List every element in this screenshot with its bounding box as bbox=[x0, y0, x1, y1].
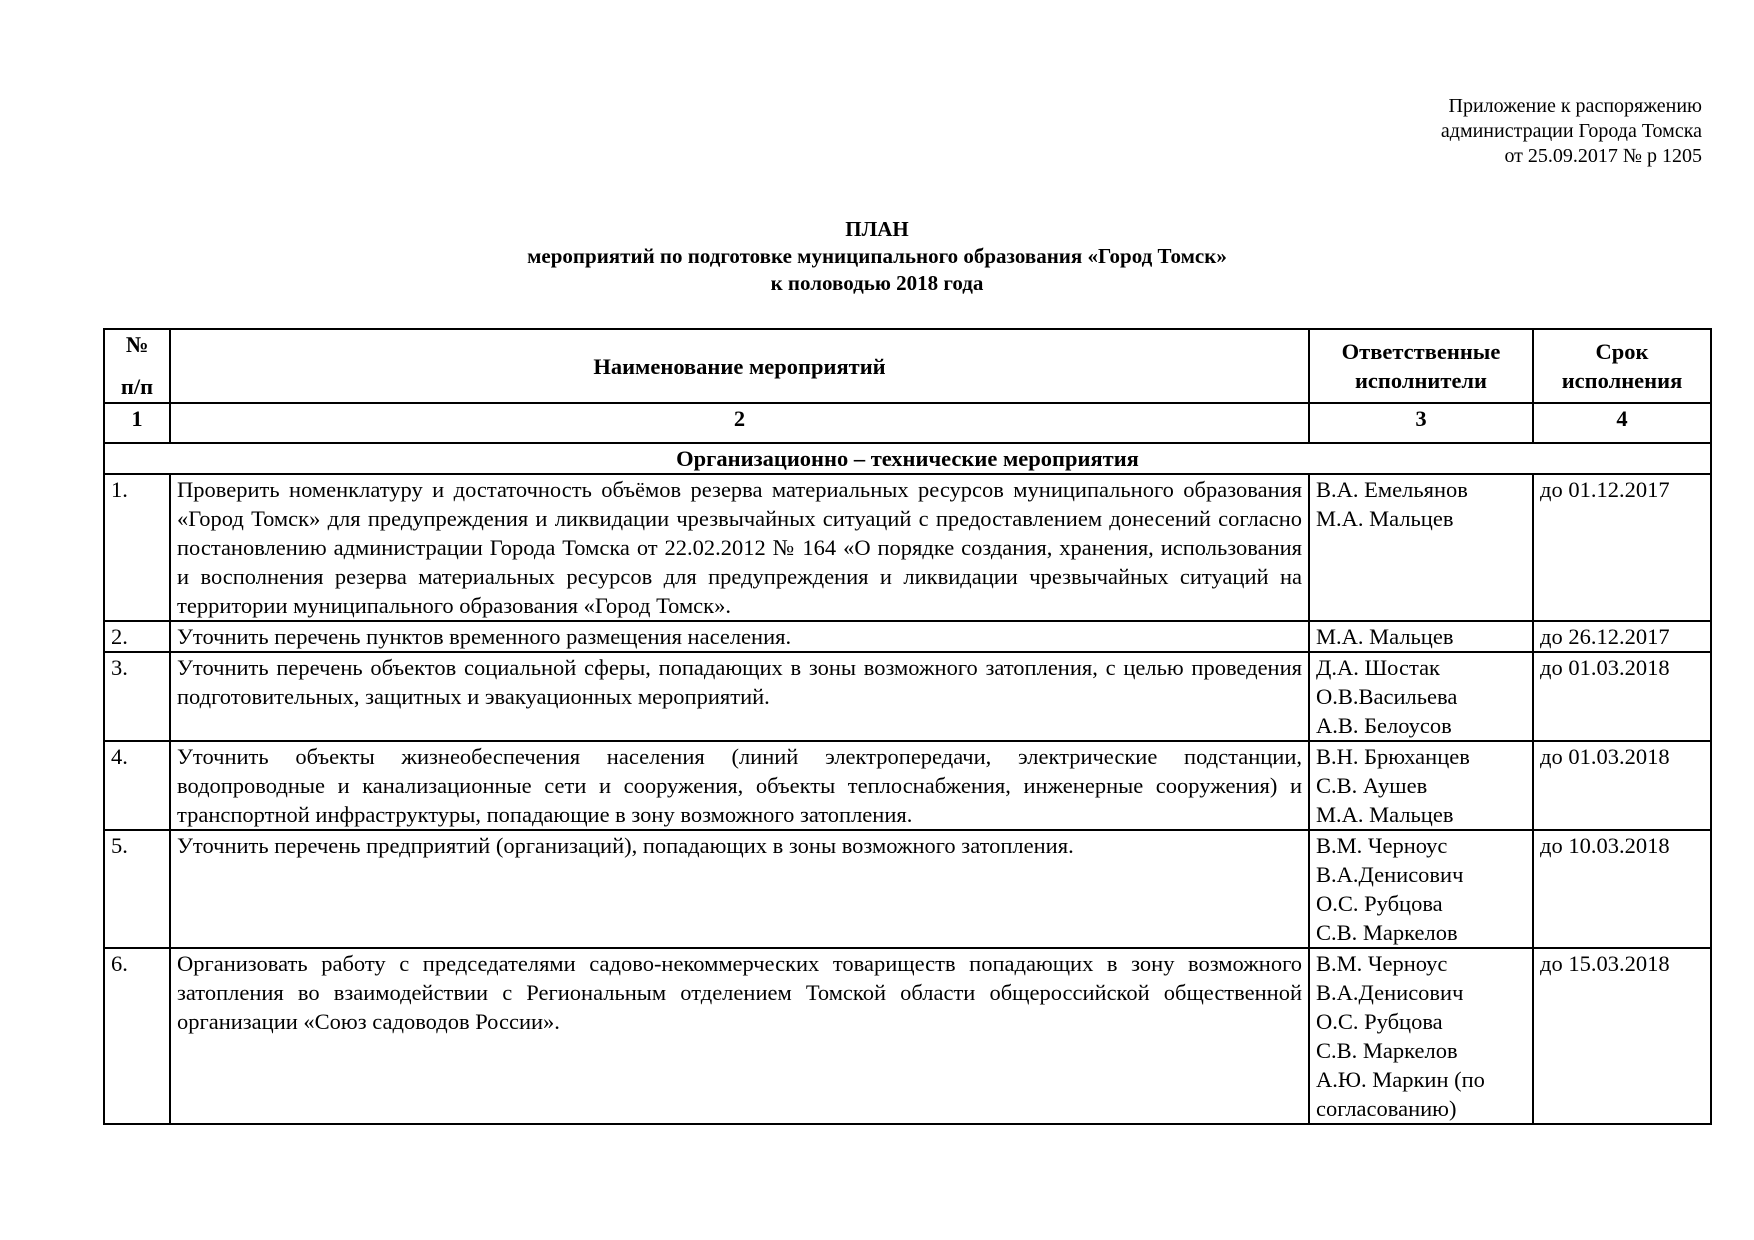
row-description: Уточнить перечень предприятий (организаций), попадающих в зоны возможного затопления. bbox=[170, 830, 1309, 948]
responsible-person: О.В.Васильева bbox=[1316, 684, 1458, 709]
header-deadline-line-1: Срок bbox=[1595, 339, 1649, 364]
responsible-person: В.А. Емельянов bbox=[1316, 477, 1468, 502]
row-deadline: до 10.03.2018 bbox=[1533, 830, 1711, 948]
row-number: 3. bbox=[104, 652, 170, 741]
table-row bbox=[104, 652, 1711, 741]
responsible-person: С.В. Маркелов bbox=[1316, 920, 1458, 945]
table-row bbox=[104, 621, 1711, 652]
responsible-person: М.А. Мальцев bbox=[1316, 802, 1454, 827]
row-deadline: до 26.12.2017 bbox=[1533, 621, 1711, 652]
header-responsible-line-2: исполнители bbox=[1354, 368, 1488, 393]
header-responsible-line-1: Ответственные bbox=[1341, 339, 1501, 364]
column-number-1: 1 bbox=[104, 403, 170, 443]
row-responsible bbox=[1309, 830, 1533, 948]
appendix-line-3: от 25.09.2017 № р 1205 bbox=[1504, 145, 1702, 167]
row-deadline: до 01.12.2017 bbox=[1533, 474, 1711, 621]
row-number: 6. bbox=[104, 948, 170, 1124]
responsible-person: А.В. Белоусов bbox=[1316, 713, 1452, 738]
responsible-person: А.Ю. Маркин (по bbox=[1316, 1067, 1485, 1092]
responsible-person: согласованию) bbox=[1316, 1096, 1457, 1121]
row-deadline: до 15.03.2018 bbox=[1533, 948, 1711, 1124]
document-title bbox=[0, 216, 1754, 297]
row-description: Уточнить объекты жизнеобеспечения населения (линий электропередачи, электрические подстанции, водопроводные и канализационные сети и сооружения, объекты теплоснабжения, инженерные сооружения) и транспортной инфраструктуры, попадающие в зону возможного затопления. bbox=[170, 741, 1309, 830]
row-deadline: до 01.03.2018 bbox=[1533, 652, 1711, 741]
plan-table bbox=[103, 328, 1712, 1125]
table-row bbox=[104, 830, 1711, 948]
row-responsible bbox=[1309, 474, 1533, 621]
row-deadline: до 01.03.2018 bbox=[1533, 741, 1711, 830]
row-description: Уточнить перечень пунктов временного размещения населения. bbox=[170, 621, 1309, 652]
row-number: 1. bbox=[104, 474, 170, 621]
row-responsible bbox=[1309, 948, 1533, 1124]
responsible-person: О.С. Рубцова bbox=[1316, 891, 1443, 916]
row-responsible bbox=[1309, 741, 1533, 830]
header-responsible bbox=[1309, 329, 1533, 403]
header-name bbox=[170, 329, 1309, 403]
responsible-person: Д.А. Шостак bbox=[1316, 655, 1440, 680]
header-number bbox=[104, 329, 170, 403]
header-number-pp: п/п bbox=[120, 374, 154, 399]
row-description: Уточнить перечень объектов социальной сферы, попадающих в зоны возможного затопления, с целью проведения подготовительных, защитных и эвакуационных мероприятий. bbox=[170, 652, 1309, 741]
section-row bbox=[104, 443, 1711, 474]
responsible-person: М.А. Мальцев bbox=[1316, 506, 1454, 531]
row-responsible bbox=[1309, 621, 1533, 652]
responsible-person: В.М. Черноус bbox=[1316, 951, 1448, 976]
header-number-sign: № bbox=[125, 332, 149, 357]
responsible-person: О.С. Рубцова bbox=[1316, 1009, 1443, 1034]
row-description: Организовать работу с председателями садово-некоммерческих товариществ попадающих в зону возможного затопления во взаимодействии с Региональным отделением Томской области общероссийской общественной организации «Союз садоводов России». bbox=[170, 948, 1309, 1124]
table-row bbox=[104, 741, 1711, 830]
column-number-row bbox=[104, 403, 1711, 443]
responsible-person: В.М. Черноус bbox=[1316, 833, 1448, 858]
row-number: 5. bbox=[104, 830, 170, 948]
column-number-2: 2 bbox=[170, 403, 1309, 443]
appendix-line-1: Приложение к распоряжению bbox=[1448, 95, 1702, 117]
header-name-label: Наименование мероприятий bbox=[593, 353, 886, 379]
row-responsible bbox=[1309, 652, 1533, 741]
responsible-person: В.Н. Брюханцев bbox=[1316, 744, 1470, 769]
header-deadline-line-2: исполнения bbox=[1561, 368, 1683, 393]
table-row bbox=[104, 474, 1711, 621]
section-title: Организационно – технические мероприятия bbox=[104, 443, 1711, 474]
responsible-person: М.А. Мальцев bbox=[1316, 624, 1454, 649]
header-deadline bbox=[1533, 329, 1711, 403]
appendix-header bbox=[1441, 94, 1702, 169]
title-line-2: мероприятий по подготовке муниципального образования «Город Томск» bbox=[527, 244, 1227, 268]
column-number-3: 3 bbox=[1309, 403, 1533, 443]
title-line-3: к половодью 2018 года bbox=[770, 271, 984, 295]
title-line-1: ПЛАН bbox=[845, 217, 909, 241]
responsible-person: В.А.Денисович bbox=[1316, 862, 1464, 887]
row-number: 4. bbox=[104, 741, 170, 830]
column-number-4: 4 bbox=[1533, 403, 1711, 443]
table-row bbox=[104, 948, 1711, 1124]
responsible-person: В.А.Денисович bbox=[1316, 980, 1464, 1005]
appendix-line-2: администрации Города Томска bbox=[1440, 120, 1702, 142]
responsible-person: С.В. Аушев bbox=[1316, 773, 1428, 798]
row-number: 2. bbox=[104, 621, 170, 652]
row-description: Проверить номенклатуру и достаточность объёмов резерва материальных ресурсов муниципального образования «Город Томск» для предупреждения и ликвидации чрезвычайных ситуаций с предоставлением донесений согласно постановлению администрации Города Томска от 22.02.2012 № 164 «О порядке создания, хранения, использования и восполнения резерва материальных ресурсов для предупреждения и ликвидации чрезвычайных ситуаций на территории муниципального образования «Город Томск». bbox=[170, 474, 1309, 621]
responsible-person: С.В. Маркелов bbox=[1316, 1038, 1458, 1063]
table-header-row bbox=[104, 329, 1711, 403]
